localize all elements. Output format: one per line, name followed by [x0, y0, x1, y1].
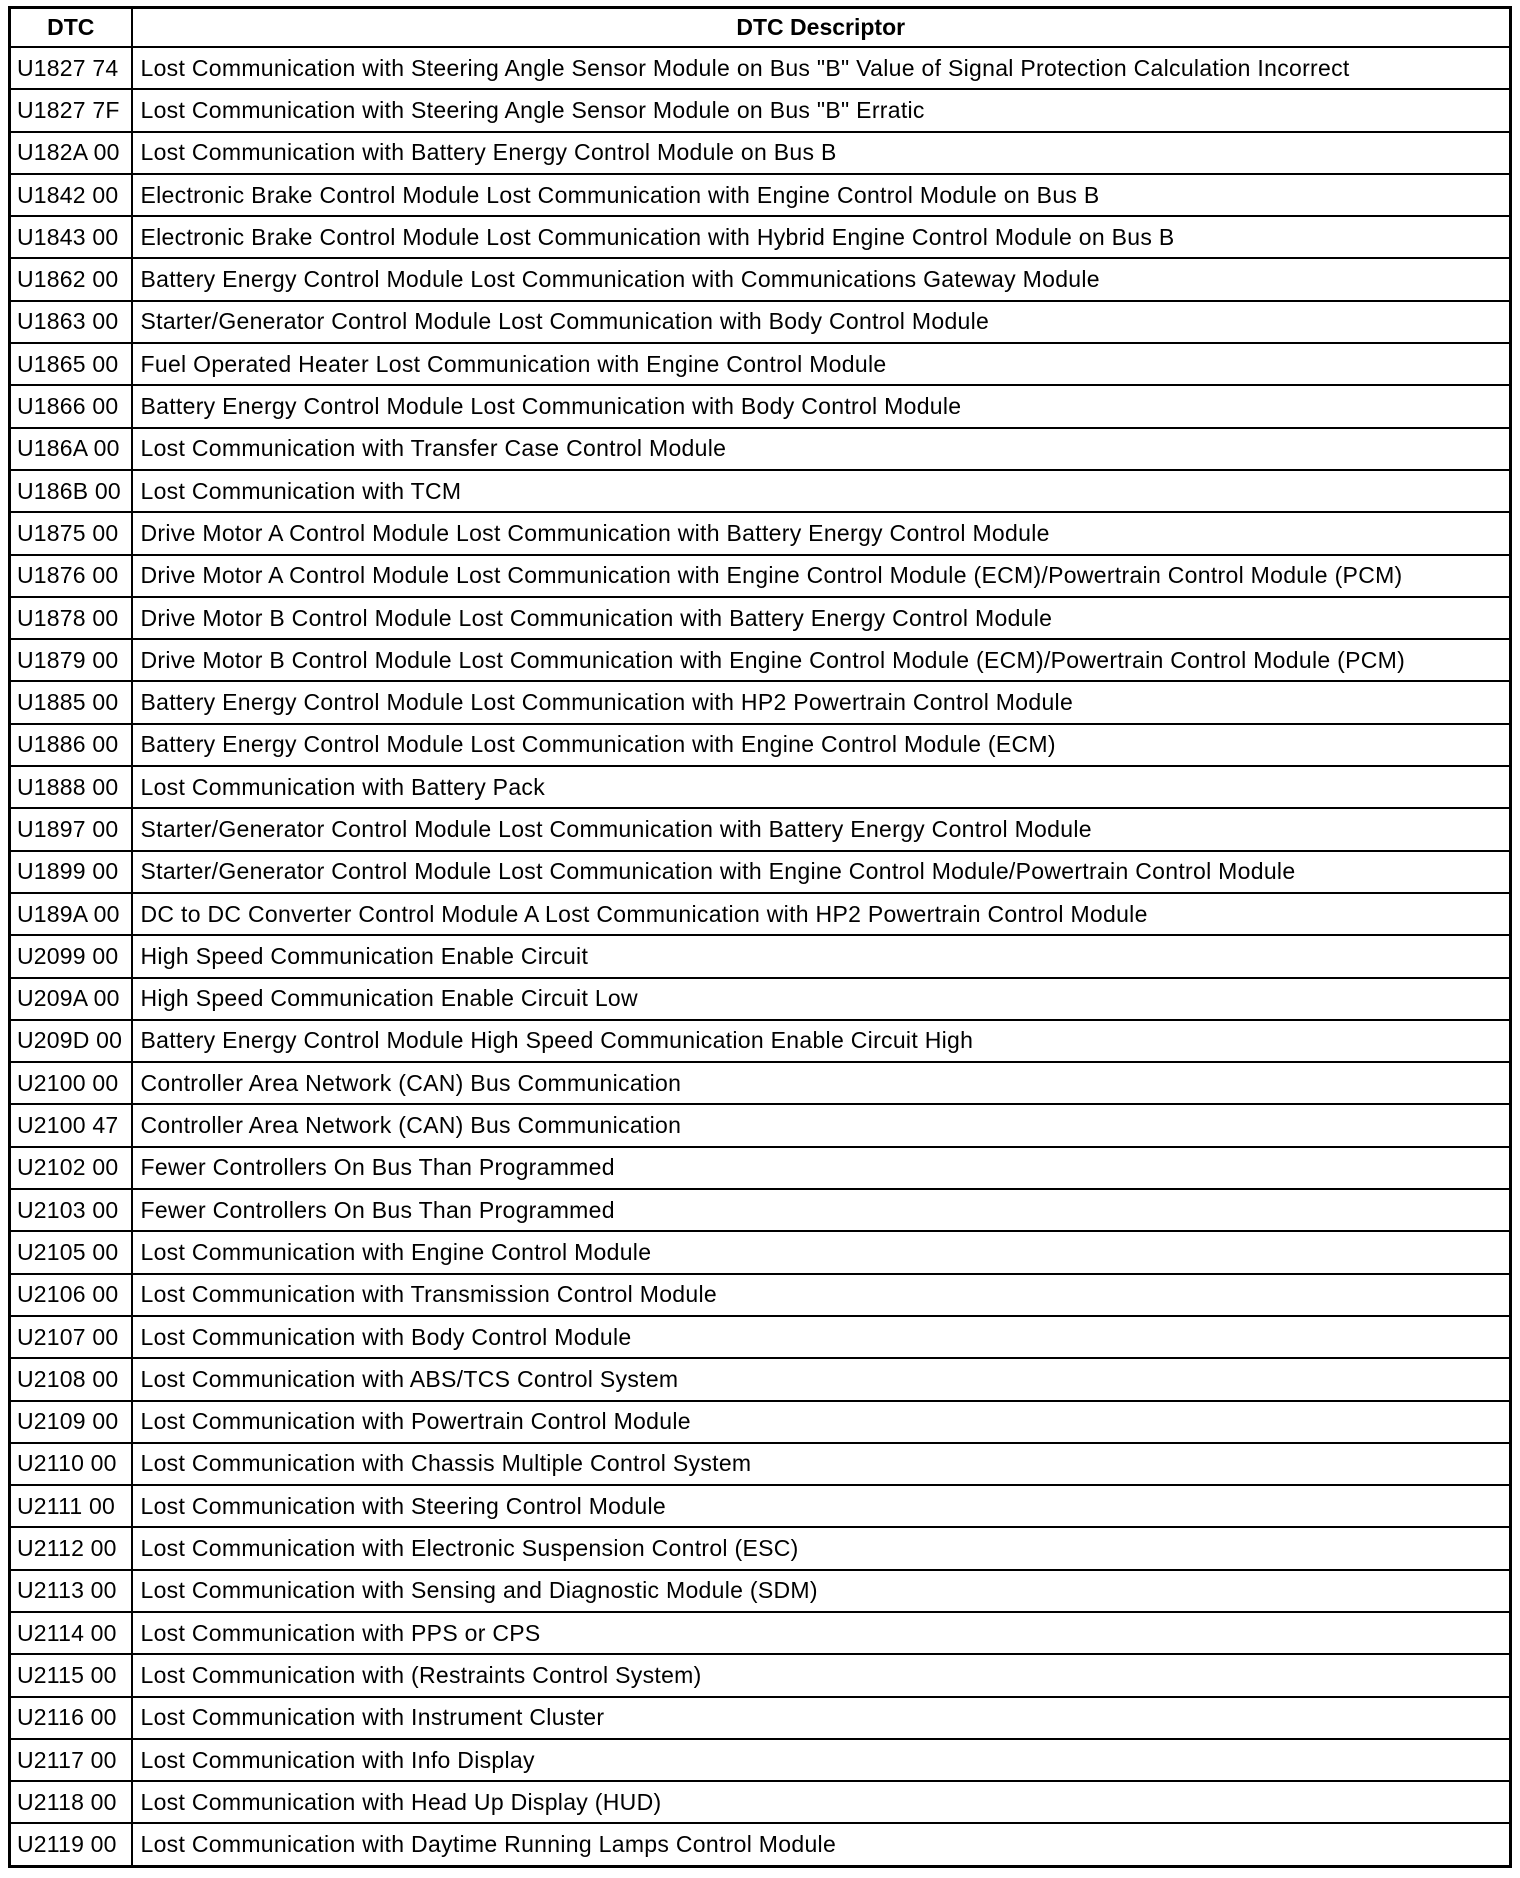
dtc-descriptor-cell: Lost Communication with Steering Control Module [132, 1485, 1511, 1527]
table-row [10, 1527, 1511, 1569]
dtc-descriptor-cell: Battery Energy Control Module Lost Communication with Communications Gateway Module [132, 258, 1511, 300]
table-row [10, 258, 1511, 300]
dtc-code-cell: U2118 00 [10, 1781, 132, 1823]
dtc-descriptor-cell: Lost Communication with ABS/TCS Control System [132, 1358, 1511, 1400]
table-row [10, 808, 1511, 850]
table-row [10, 1147, 1511, 1189]
dtc-descriptor-cell: Lost Communication with (Restraints Control System) [132, 1654, 1511, 1696]
dtc-descriptor-cell: Lost Communication with Engine Control Module [132, 1231, 1511, 1273]
table-row [10, 1358, 1511, 1400]
dtc-descriptor-cell: Lost Communication with TCM [132, 470, 1511, 512]
table-row [10, 385, 1511, 427]
dtc-descriptor-cell: Drive Motor A Control Module Lost Communication with Engine Control Module (ECM)/Powertrain Control Module (PCM) [132, 555, 1511, 597]
table-body [10, 47, 1511, 1866]
dtc-descriptor-cell: Lost Communication with Sensing and Diagnostic Module (SDM) [132, 1570, 1511, 1612]
dtc-descriptor-cell: Fuel Operated Heater Lost Communication with Engine Control Module [132, 343, 1511, 385]
table-row [10, 1485, 1511, 1527]
dtc-code-cell: U1885 00 [10, 681, 132, 723]
dtc-code-cell: U1875 00 [10, 512, 132, 554]
table-row [10, 893, 1511, 935]
dtc-code-cell: U2109 00 [10, 1401, 132, 1443]
dtc-code-cell: U1888 00 [10, 766, 132, 808]
dtc-code-cell: U2103 00 [10, 1189, 132, 1231]
dtc-descriptor-cell: Battery Energy Control Module Lost Communication with Body Control Module [132, 385, 1511, 427]
table-row [10, 935, 1511, 977]
dtc-table [8, 6, 1512, 1868]
table-row [10, 470, 1511, 512]
table-row [10, 132, 1511, 174]
table-row [10, 1823, 1511, 1866]
table-row [10, 343, 1511, 385]
dtc-descriptor-cell: Lost Communication with Body Control Module [132, 1316, 1511, 1358]
dtc-descriptor-cell: Lost Communication with Powertrain Control Module [132, 1401, 1511, 1443]
dtc-descriptor-cell: Lost Communication with Daytime Running Lamps Control Module [132, 1823, 1511, 1866]
dtc-descriptor-cell: Drive Motor A Control Module Lost Communication with Battery Energy Control Module [132, 512, 1511, 554]
dtc-descriptor-cell: Fewer Controllers On Bus Than Programmed [132, 1189, 1511, 1231]
table-row [10, 851, 1511, 893]
dtc-descriptor-cell: Lost Communication with Battery Pack [132, 766, 1511, 808]
table-row [10, 1570, 1511, 1612]
dtc-code-cell: U2106 00 [10, 1274, 132, 1316]
dtc-code-cell: U1879 00 [10, 639, 132, 681]
dtc-descriptor-cell: Battery Energy Control Module High Speed Communication Enable Circuit High [132, 1020, 1511, 1062]
dtc-descriptor-cell: Lost Communication with Electronic Suspension Control (ESC) [132, 1527, 1511, 1569]
table-row [10, 1189, 1511, 1231]
table-row [10, 1316, 1511, 1358]
table-row [10, 978, 1511, 1020]
table-row [10, 174, 1511, 216]
table-header-row [10, 8, 1511, 48]
dtc-code-cell: U1878 00 [10, 597, 132, 639]
dtc-code-cell: U182A 00 [10, 132, 132, 174]
dtc-code-cell: U1897 00 [10, 808, 132, 850]
dtc-code-cell: U2107 00 [10, 1316, 132, 1358]
dtc-descriptor-cell: Controller Area Network (CAN) Bus Communication [132, 1062, 1511, 1104]
dtc-descriptor-cell: Lost Communication with Transmission Control Module [132, 1274, 1511, 1316]
table-row [10, 1443, 1511, 1485]
column-header-dtc: DTC [10, 8, 132, 48]
dtc-descriptor-cell: DC to DC Converter Control Module A Lost Communication with HP2 Powertrain Control Module [132, 893, 1511, 935]
dtc-descriptor-cell: Battery Energy Control Module Lost Communication with HP2 Powertrain Control Module [132, 681, 1511, 723]
dtc-code-cell: U1865 00 [10, 343, 132, 385]
dtc-code-cell: U186B 00 [10, 470, 132, 512]
table-row [10, 1781, 1511, 1823]
dtc-descriptor-cell: Starter/Generator Control Module Lost Communication with Engine Control Module/Powertrain Control Module [132, 851, 1511, 893]
dtc-descriptor-cell: Lost Communication with Info Display [132, 1739, 1511, 1781]
dtc-code-cell: U1876 00 [10, 555, 132, 597]
dtc-descriptor-cell: Starter/Generator Control Module Lost Communication with Battery Energy Control Module [132, 808, 1511, 850]
table-row [10, 1401, 1511, 1443]
dtc-descriptor-cell: Controller Area Network (CAN) Bus Communication [132, 1104, 1511, 1146]
table-row [10, 1274, 1511, 1316]
dtc-descriptor-cell: High Speed Communication Enable Circuit Low [132, 978, 1511, 1020]
dtc-code-cell: U2102 00 [10, 1147, 132, 1189]
dtc-code-cell: U2111 00 [10, 1485, 132, 1527]
dtc-code-cell: U2108 00 [10, 1358, 132, 1400]
dtc-code-cell: U1842 00 [10, 174, 132, 216]
dtc-code-cell: U209D 00 [10, 1020, 132, 1062]
dtc-code-cell: U2114 00 [10, 1612, 132, 1654]
dtc-descriptor-cell: Lost Communication with Steering Angle Sensor Module on Bus "B" Erratic [132, 89, 1511, 131]
dtc-code-cell: U186A 00 [10, 428, 132, 470]
dtc-code-cell: U2119 00 [10, 1823, 132, 1866]
table-row [10, 512, 1511, 554]
dtc-descriptor-cell: Lost Communication with Chassis Multiple Control System [132, 1443, 1511, 1485]
table-row [10, 89, 1511, 131]
dtc-descriptor-cell: Fewer Controllers On Bus Than Programmed [132, 1147, 1511, 1189]
dtc-code-cell: U2116 00 [10, 1697, 132, 1739]
table-row [10, 1062, 1511, 1104]
table-row [10, 1654, 1511, 1696]
dtc-descriptor-cell: Drive Motor B Control Module Lost Communication with Engine Control Module (ECM)/Powertrain Control Module (PCM) [132, 639, 1511, 681]
table-row [10, 1104, 1511, 1146]
dtc-descriptor-cell: Starter/Generator Control Module Lost Communication with Body Control Module [132, 301, 1511, 343]
table-row [10, 428, 1511, 470]
dtc-code-cell: U1866 00 [10, 385, 132, 427]
dtc-descriptor-cell: Lost Communication with Head Up Display (HUD) [132, 1781, 1511, 1823]
dtc-code-cell: U1843 00 [10, 216, 132, 258]
dtc-code-cell: U2115 00 [10, 1654, 132, 1696]
dtc-descriptor-cell: Electronic Brake Control Module Lost Communication with Engine Control Module on Bus B [132, 174, 1511, 216]
dtc-code-cell: U2110 00 [10, 1443, 132, 1485]
dtc-code-cell: U189A 00 [10, 893, 132, 935]
table-row [10, 681, 1511, 723]
dtc-descriptor-cell: Lost Communication with Transfer Case Control Module [132, 428, 1511, 470]
table-row [10, 1231, 1511, 1273]
table-row [10, 216, 1511, 258]
table-row [10, 1612, 1511, 1654]
dtc-descriptor-cell: Lost Communication with Battery Energy Control Module on Bus B [132, 132, 1511, 174]
table-row [10, 1020, 1511, 1062]
dtc-descriptor-cell: Drive Motor B Control Module Lost Communication with Battery Energy Control Module [132, 597, 1511, 639]
dtc-code-cell: U2100 00 [10, 1062, 132, 1104]
dtc-code-cell: U2105 00 [10, 1231, 132, 1273]
dtc-code-cell: U2117 00 [10, 1739, 132, 1781]
table-row [10, 597, 1511, 639]
dtc-code-cell: U2099 00 [10, 935, 132, 977]
table-row [10, 639, 1511, 681]
column-header-descriptor: DTC Descriptor [132, 8, 1511, 48]
dtc-code-cell: U1863 00 [10, 301, 132, 343]
dtc-code-cell: U2112 00 [10, 1527, 132, 1569]
dtc-code-cell: U1899 00 [10, 851, 132, 893]
dtc-code-cell: U209A 00 [10, 978, 132, 1020]
dtc-code-cell: U1827 74 [10, 47, 132, 89]
dtc-descriptor-cell: Lost Communication with PPS or CPS [132, 1612, 1511, 1654]
table-row [10, 1697, 1511, 1739]
dtc-descriptor-cell: Battery Energy Control Module Lost Communication with Engine Control Module (ECM) [132, 724, 1511, 766]
table-row [10, 724, 1511, 766]
dtc-code-cell: U1862 00 [10, 258, 132, 300]
dtc-descriptor-cell: Lost Communication with Steering Angle Sensor Module on Bus "B" Value of Signal Protection Calculation Incorrect [132, 47, 1511, 89]
table-row [10, 301, 1511, 343]
dtc-code-cell: U2100 47 [10, 1104, 132, 1146]
dtc-descriptor-cell: Electronic Brake Control Module Lost Communication with Hybrid Engine Control Module on Bus B [132, 216, 1511, 258]
table-row [10, 555, 1511, 597]
dtc-code-cell: U1886 00 [10, 724, 132, 766]
dtc-descriptor-cell: Lost Communication with Instrument Cluster [132, 1697, 1511, 1739]
table-row [10, 766, 1511, 808]
dtc-code-cell: U1827 7F [10, 89, 132, 131]
table-row [10, 47, 1511, 89]
dtc-code-cell: U2113 00 [10, 1570, 132, 1612]
dtc-descriptor-cell: High Speed Communication Enable Circuit [132, 935, 1511, 977]
table-row [10, 1739, 1511, 1781]
